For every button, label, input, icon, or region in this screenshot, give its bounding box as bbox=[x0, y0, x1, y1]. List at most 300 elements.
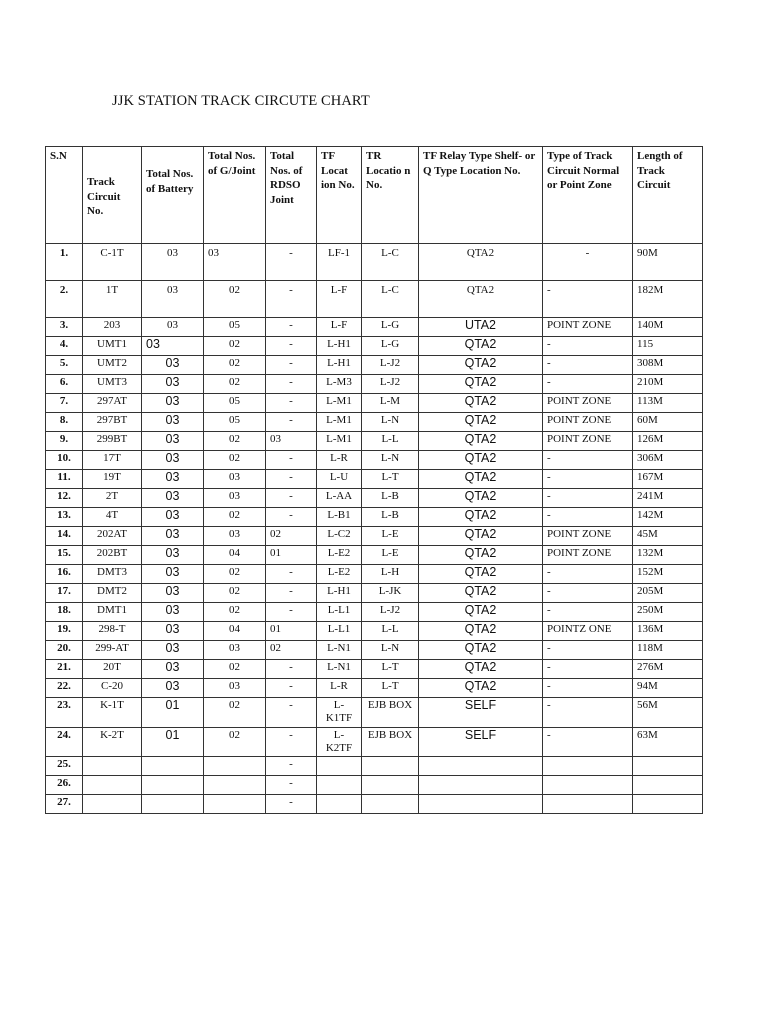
rdso-joint-cell: - bbox=[266, 565, 317, 584]
circuit-type-cell: POINTZ ONE bbox=[543, 622, 633, 641]
rdso-joint-cell: - bbox=[266, 679, 317, 698]
row-sn: 7. bbox=[46, 394, 83, 413]
relay-type-cell: QTA2 bbox=[419, 375, 543, 394]
battery-cell: 03 bbox=[142, 565, 204, 584]
tf-location-cell: L-F bbox=[317, 318, 362, 337]
tf-location-cell: L-N1 bbox=[317, 660, 362, 679]
tf-location-cell: L-K1TF bbox=[317, 698, 362, 728]
row-sn: 4. bbox=[46, 337, 83, 356]
header-circuit-type: Type of Track Circuit Normal or Point Zone bbox=[543, 147, 633, 244]
rdso-joint-cell: - bbox=[266, 470, 317, 489]
row-sn: 19. bbox=[46, 622, 83, 641]
circuit-type-cell: - bbox=[543, 679, 633, 698]
tr-location-cell bbox=[362, 757, 419, 776]
row-sn: 17. bbox=[46, 584, 83, 603]
track-circuit-table bbox=[45, 146, 703, 814]
track-circuit-cell: DMT3 bbox=[83, 565, 142, 584]
length-cell: 90M bbox=[633, 244, 703, 281]
track-circuit-cell: C-1T bbox=[83, 244, 142, 281]
circuit-type-cell: - bbox=[543, 728, 633, 757]
track-circuit-cell: 202BT bbox=[83, 546, 142, 565]
tf-location-cell: L-E2 bbox=[317, 565, 362, 584]
battery-cell: 03 bbox=[142, 584, 204, 603]
battery-cell: 03 bbox=[142, 318, 204, 337]
length-cell bbox=[633, 776, 703, 795]
g-joint-cell: 02 bbox=[204, 728, 266, 757]
tr-location-cell: L-J2 bbox=[362, 375, 419, 394]
tf-location-cell: L-U bbox=[317, 470, 362, 489]
length-cell: 45M bbox=[633, 527, 703, 546]
g-joint-cell: 02 bbox=[204, 698, 266, 728]
circuit-type-cell: - bbox=[543, 244, 633, 281]
tr-location-cell: L-N bbox=[362, 451, 419, 470]
battery-cell: 03 bbox=[142, 660, 204, 679]
rdso-joint-cell: - bbox=[266, 318, 317, 337]
row-sn: 5. bbox=[46, 356, 83, 375]
g-joint-cell bbox=[204, 776, 266, 795]
track-circuit-cell: DMT1 bbox=[83, 603, 142, 622]
table-row bbox=[46, 660, 703, 679]
length-cell: 142M bbox=[633, 508, 703, 527]
tf-location-cell: L-H1 bbox=[317, 337, 362, 356]
table-row bbox=[46, 356, 703, 375]
track-circuit-cell: 4T bbox=[83, 508, 142, 527]
circuit-type-cell: - bbox=[543, 356, 633, 375]
battery-cell: 03 bbox=[142, 394, 204, 413]
tr-location-cell: L-E bbox=[362, 546, 419, 565]
tr-location-cell: EJB BOX bbox=[362, 698, 419, 728]
tr-location-cell: EJB BOX bbox=[362, 728, 419, 757]
header-g-joint: Total Nos. of G/Joint bbox=[204, 147, 266, 244]
battery-cell: 03 bbox=[142, 470, 204, 489]
length-cell: 118M bbox=[633, 641, 703, 660]
relay-type-cell: QTA2 bbox=[419, 603, 543, 622]
tr-location-cell: L-T bbox=[362, 470, 419, 489]
length-cell: 115 bbox=[633, 337, 703, 356]
g-joint-cell bbox=[204, 757, 266, 776]
rdso-joint-cell: - bbox=[266, 394, 317, 413]
row-sn: 9. bbox=[46, 432, 83, 451]
length-cell: 306M bbox=[633, 451, 703, 470]
circuit-type-cell: - bbox=[543, 641, 633, 660]
header-relay-type: TF Relay Type Shelf- or Q Type Location No. bbox=[419, 147, 543, 244]
tr-location-cell: L-E bbox=[362, 527, 419, 546]
length-cell: 126M bbox=[633, 432, 703, 451]
table-row bbox=[46, 432, 703, 451]
battery-cell: 01 bbox=[142, 698, 204, 728]
battery-cell: 03 bbox=[142, 679, 204, 698]
g-joint-cell: 02 bbox=[204, 565, 266, 584]
rdso-joint-cell: 01 bbox=[266, 622, 317, 641]
tf-location-cell: L-E2 bbox=[317, 546, 362, 565]
tr-location-cell bbox=[362, 795, 419, 814]
rdso-joint-cell: - bbox=[266, 728, 317, 757]
g-joint-cell: 02 bbox=[204, 337, 266, 356]
rdso-joint-cell: - bbox=[266, 660, 317, 679]
length-cell: 276M bbox=[633, 660, 703, 679]
header-rdso-joint: Total Nos. of RDSO Joint bbox=[266, 147, 317, 244]
tr-location-cell: L-G bbox=[362, 337, 419, 356]
g-joint-cell: 04 bbox=[204, 546, 266, 565]
tf-location-cell: L-L1 bbox=[317, 603, 362, 622]
g-joint-cell: 02 bbox=[204, 375, 266, 394]
length-cell: 205M bbox=[633, 584, 703, 603]
track-circuit-cell bbox=[83, 776, 142, 795]
battery-cell: 03 bbox=[142, 508, 204, 527]
relay-type-cell: QTA2 bbox=[419, 622, 543, 641]
table-row bbox=[46, 470, 703, 489]
rdso-joint-cell: - bbox=[266, 584, 317, 603]
tr-location-cell: L-JK bbox=[362, 584, 419, 603]
g-joint-cell: 02 bbox=[204, 603, 266, 622]
relay-type-cell: QTA2 bbox=[419, 432, 543, 451]
length-cell: 241M bbox=[633, 489, 703, 508]
battery-cell: 03 bbox=[142, 432, 204, 451]
relay-type-cell: QTA2 bbox=[419, 527, 543, 546]
rdso-joint-cell: - bbox=[266, 795, 317, 814]
tr-location-cell: L-N bbox=[362, 641, 419, 660]
length-cell: 210M bbox=[633, 375, 703, 394]
g-joint-cell: 02 bbox=[204, 356, 266, 375]
length-cell bbox=[633, 757, 703, 776]
relay-type-cell: UTA2 bbox=[419, 318, 543, 337]
row-sn: 16. bbox=[46, 565, 83, 584]
track-circuit-cell: 1T bbox=[83, 281, 142, 318]
tr-location-cell: L-T bbox=[362, 660, 419, 679]
track-circuit-cell: 202AT bbox=[83, 527, 142, 546]
table-row bbox=[46, 622, 703, 641]
g-joint-cell: 05 bbox=[204, 394, 266, 413]
battery-cell: 03 bbox=[142, 375, 204, 394]
tf-location-cell: L-R bbox=[317, 679, 362, 698]
g-joint-cell bbox=[204, 795, 266, 814]
rdso-joint-cell: 02 bbox=[266, 641, 317, 660]
tf-location-cell: L-M1 bbox=[317, 394, 362, 413]
track-circuit-cell: UMT1 bbox=[83, 337, 142, 356]
length-cell: 182M bbox=[633, 281, 703, 318]
battery-cell bbox=[142, 776, 204, 795]
tf-location-cell bbox=[317, 757, 362, 776]
g-joint-cell: 03 bbox=[204, 641, 266, 660]
relay-type-cell: QTA2 bbox=[419, 679, 543, 698]
tr-location-cell: L-H bbox=[362, 565, 419, 584]
track-circuit-cell: 298-T bbox=[83, 622, 142, 641]
tr-location-cell bbox=[362, 776, 419, 795]
row-sn: 11. bbox=[46, 470, 83, 489]
length-cell: 56M bbox=[633, 698, 703, 728]
g-joint-cell: 02 bbox=[204, 432, 266, 451]
track-circuit-cell: DMT2 bbox=[83, 584, 142, 603]
tf-location-cell: L-M1 bbox=[317, 432, 362, 451]
rdso-joint-cell: - bbox=[266, 281, 317, 318]
row-sn: 27. bbox=[46, 795, 83, 814]
table-row bbox=[46, 679, 703, 698]
tr-location-cell: L-C bbox=[362, 244, 419, 281]
relay-type-cell bbox=[419, 776, 543, 795]
track-circuit-cell: 297BT bbox=[83, 413, 142, 432]
circuit-type-cell: - bbox=[543, 603, 633, 622]
length-cell: 63M bbox=[633, 728, 703, 757]
battery-cell: 03 bbox=[142, 641, 204, 660]
length-cell: 113M bbox=[633, 394, 703, 413]
tf-location-cell: L-M3 bbox=[317, 375, 362, 394]
battery-cell: 01 bbox=[142, 728, 204, 757]
track-circuit-cell bbox=[83, 757, 142, 776]
g-joint-cell: 03 bbox=[204, 244, 266, 281]
row-sn: 13. bbox=[46, 508, 83, 527]
length-cell bbox=[633, 795, 703, 814]
track-circuit-cell: K-2T bbox=[83, 728, 142, 757]
tf-location-cell: L-K2TF bbox=[317, 728, 362, 757]
tr-location-cell: L-L bbox=[362, 622, 419, 641]
relay-type-cell: QTA2 bbox=[419, 565, 543, 584]
relay-type-cell: QTA2 bbox=[419, 508, 543, 527]
header-length: Length of Track Circuit bbox=[633, 147, 703, 244]
row-sn: 14. bbox=[46, 527, 83, 546]
battery-cell: 03 bbox=[142, 337, 204, 356]
rdso-joint-cell: 03 bbox=[266, 432, 317, 451]
rdso-joint-cell: - bbox=[266, 776, 317, 795]
relay-type-cell: SELF bbox=[419, 728, 543, 757]
tr-location-cell: L-G bbox=[362, 318, 419, 337]
row-sn: 10. bbox=[46, 451, 83, 470]
g-joint-cell: 03 bbox=[204, 470, 266, 489]
length-cell: 250M bbox=[633, 603, 703, 622]
tr-location-cell: L-B bbox=[362, 489, 419, 508]
track-circuit-cell: K-1T bbox=[83, 698, 142, 728]
row-sn: 26. bbox=[46, 776, 83, 795]
length-cell: 60M bbox=[633, 413, 703, 432]
circuit-type-cell: - bbox=[543, 470, 633, 489]
table-row bbox=[46, 776, 703, 795]
g-joint-cell: 02 bbox=[204, 660, 266, 679]
tf-location-cell: L-M1 bbox=[317, 413, 362, 432]
rdso-joint-cell: - bbox=[266, 757, 317, 776]
relay-type-cell: QTA2 bbox=[419, 356, 543, 375]
circuit-type-cell: POINT ZONE bbox=[543, 394, 633, 413]
relay-type-cell: QTA2 bbox=[419, 641, 543, 660]
tf-location-cell: L-F bbox=[317, 281, 362, 318]
table-row bbox=[46, 757, 703, 776]
battery-cell: 03 bbox=[142, 527, 204, 546]
relay-type-cell: QTA2 bbox=[419, 584, 543, 603]
g-joint-cell: 04 bbox=[204, 622, 266, 641]
header-battery: Total Nos. of Battery bbox=[142, 147, 204, 244]
circuit-type-cell: - bbox=[543, 451, 633, 470]
track-circuit-cell bbox=[83, 795, 142, 814]
row-sn: 21. bbox=[46, 660, 83, 679]
circuit-type-cell: POINT ZONE bbox=[543, 318, 633, 337]
table-header-row bbox=[46, 147, 703, 244]
length-cell: 140M bbox=[633, 318, 703, 337]
tr-location-cell: L-T bbox=[362, 679, 419, 698]
rdso-joint-cell: - bbox=[266, 337, 317, 356]
relay-type-cell: QTA2 bbox=[419, 489, 543, 508]
circuit-type-cell: POINT ZONE bbox=[543, 413, 633, 432]
table-row bbox=[46, 281, 703, 318]
length-cell: 308M bbox=[633, 356, 703, 375]
rdso-joint-cell: - bbox=[266, 508, 317, 527]
table-row bbox=[46, 565, 703, 584]
row-sn: 20. bbox=[46, 641, 83, 660]
length-cell: 167M bbox=[633, 470, 703, 489]
table-row bbox=[46, 698, 703, 728]
row-sn: 8. bbox=[46, 413, 83, 432]
relay-type-cell: QTA2 bbox=[419, 281, 543, 318]
circuit-type-cell: POINT ZONE bbox=[543, 527, 633, 546]
table-row bbox=[46, 318, 703, 337]
track-circuit-cell: UMT2 bbox=[83, 356, 142, 375]
row-sn: 24. bbox=[46, 728, 83, 757]
table-row bbox=[46, 337, 703, 356]
battery-cell: 03 bbox=[142, 413, 204, 432]
g-joint-cell: 03 bbox=[204, 679, 266, 698]
circuit-type-cell bbox=[543, 776, 633, 795]
battery-cell: 03 bbox=[142, 281, 204, 318]
table-row bbox=[46, 394, 703, 413]
battery-cell: 03 bbox=[142, 451, 204, 470]
relay-type-cell: SELF bbox=[419, 698, 543, 728]
tr-location-cell: L-B bbox=[362, 508, 419, 527]
rdso-joint-cell: - bbox=[266, 356, 317, 375]
tr-location-cell: L-C bbox=[362, 281, 419, 318]
battery-cell: 03 bbox=[142, 356, 204, 375]
relay-type-cell: QTA2 bbox=[419, 546, 543, 565]
circuit-type-cell: - bbox=[543, 584, 633, 603]
circuit-type-cell bbox=[543, 757, 633, 776]
track-circuit-cell: 17T bbox=[83, 451, 142, 470]
g-joint-cell: 05 bbox=[204, 413, 266, 432]
circuit-type-cell: - bbox=[543, 660, 633, 679]
circuit-type-cell: POINT ZONE bbox=[543, 546, 633, 565]
battery-cell: 03 bbox=[142, 603, 204, 622]
row-sn: 1. bbox=[46, 244, 83, 281]
row-sn: 22. bbox=[46, 679, 83, 698]
rdso-joint-cell: - bbox=[266, 375, 317, 394]
tf-location-cell: L-B1 bbox=[317, 508, 362, 527]
battery-cell: 03 bbox=[142, 546, 204, 565]
g-joint-cell: 05 bbox=[204, 318, 266, 337]
circuit-type-cell: - bbox=[543, 375, 633, 394]
circuit-type-cell: - bbox=[543, 489, 633, 508]
g-joint-cell: 02 bbox=[204, 281, 266, 318]
row-sn: 25. bbox=[46, 757, 83, 776]
rdso-joint-cell: 01 bbox=[266, 546, 317, 565]
relay-type-cell: QTA2 bbox=[419, 394, 543, 413]
relay-type-cell: QTA2 bbox=[419, 413, 543, 432]
tf-location-cell: L-H1 bbox=[317, 356, 362, 375]
battery-cell: 03 bbox=[142, 244, 204, 281]
battery-cell bbox=[142, 757, 204, 776]
table-row bbox=[46, 584, 703, 603]
tf-location-cell: L-AA bbox=[317, 489, 362, 508]
header-sn: S.N bbox=[46, 147, 83, 244]
tf-location-cell bbox=[317, 795, 362, 814]
row-sn: 18. bbox=[46, 603, 83, 622]
table-row bbox=[46, 728, 703, 757]
row-sn: 3. bbox=[46, 318, 83, 337]
length-cell: 152M bbox=[633, 565, 703, 584]
track-circuit-cell: 299-AT bbox=[83, 641, 142, 660]
g-joint-cell: 03 bbox=[204, 489, 266, 508]
relay-type-cell: QTA2 bbox=[419, 337, 543, 356]
table-row bbox=[46, 527, 703, 546]
circuit-type-cell: - bbox=[543, 337, 633, 356]
rdso-joint-cell: - bbox=[266, 698, 317, 728]
table-row bbox=[46, 489, 703, 508]
relay-type-cell bbox=[419, 757, 543, 776]
table-row bbox=[46, 508, 703, 527]
rdso-joint-cell: - bbox=[266, 603, 317, 622]
rdso-joint-cell: 02 bbox=[266, 527, 317, 546]
tf-location-cell: L-R bbox=[317, 451, 362, 470]
track-circuit-cell: C-20 bbox=[83, 679, 142, 698]
relay-type-cell bbox=[419, 795, 543, 814]
header-track-circuit: Track Circuit No. bbox=[83, 147, 142, 244]
page-title: JJK STATION TRACK CIRCUTE CHART bbox=[112, 93, 370, 109]
rdso-joint-cell: - bbox=[266, 413, 317, 432]
table-row bbox=[46, 244, 703, 281]
g-joint-cell: 02 bbox=[204, 508, 266, 527]
length-cell: 94M bbox=[633, 679, 703, 698]
circuit-type-cell bbox=[543, 795, 633, 814]
battery-cell bbox=[142, 795, 204, 814]
rdso-joint-cell: - bbox=[266, 451, 317, 470]
length-cell: 132M bbox=[633, 546, 703, 565]
row-sn: 15. bbox=[46, 546, 83, 565]
table-row bbox=[46, 413, 703, 432]
table-row bbox=[46, 641, 703, 660]
tf-location-cell: L-L1 bbox=[317, 622, 362, 641]
rdso-joint-cell: - bbox=[266, 489, 317, 508]
row-sn: 2. bbox=[46, 281, 83, 318]
tf-location-cell: L-N1 bbox=[317, 641, 362, 660]
tr-location-cell: L-N bbox=[362, 413, 419, 432]
row-sn: 6. bbox=[46, 375, 83, 394]
track-circuit-cell: 19T bbox=[83, 470, 142, 489]
table-row bbox=[46, 451, 703, 470]
rdso-joint-cell: - bbox=[266, 244, 317, 281]
length-cell: 136M bbox=[633, 622, 703, 641]
tr-location-cell: L-J2 bbox=[362, 356, 419, 375]
row-sn: 12. bbox=[46, 489, 83, 508]
circuit-type-cell: - bbox=[543, 698, 633, 728]
row-sn: 23. bbox=[46, 698, 83, 728]
relay-type-cell: QTA2 bbox=[419, 660, 543, 679]
tf-location-cell bbox=[317, 776, 362, 795]
tf-location-cell: L-C2 bbox=[317, 527, 362, 546]
track-circuit-cell: UMT3 bbox=[83, 375, 142, 394]
track-circuit-cell: 297AT bbox=[83, 394, 142, 413]
circuit-type-cell: POINT ZONE bbox=[543, 432, 633, 451]
relay-type-cell: QTA2 bbox=[419, 470, 543, 489]
track-circuit-cell: 299BT bbox=[83, 432, 142, 451]
relay-type-cell: QTA2 bbox=[419, 451, 543, 470]
track-circuit-cell: 2T bbox=[83, 489, 142, 508]
track-circuit-cell: 203 bbox=[83, 318, 142, 337]
table-row bbox=[46, 546, 703, 565]
relay-type-cell: QTA2 bbox=[419, 244, 543, 281]
battery-cell: 03 bbox=[142, 489, 204, 508]
tr-location-cell: L-L bbox=[362, 432, 419, 451]
table-row bbox=[46, 603, 703, 622]
tr-location-cell: L-M bbox=[362, 394, 419, 413]
circuit-type-cell: - bbox=[543, 508, 633, 527]
circuit-type-cell: - bbox=[543, 565, 633, 584]
table-row bbox=[46, 375, 703, 394]
tf-location-cell: LF-1 bbox=[317, 244, 362, 281]
g-joint-cell: 03 bbox=[204, 527, 266, 546]
